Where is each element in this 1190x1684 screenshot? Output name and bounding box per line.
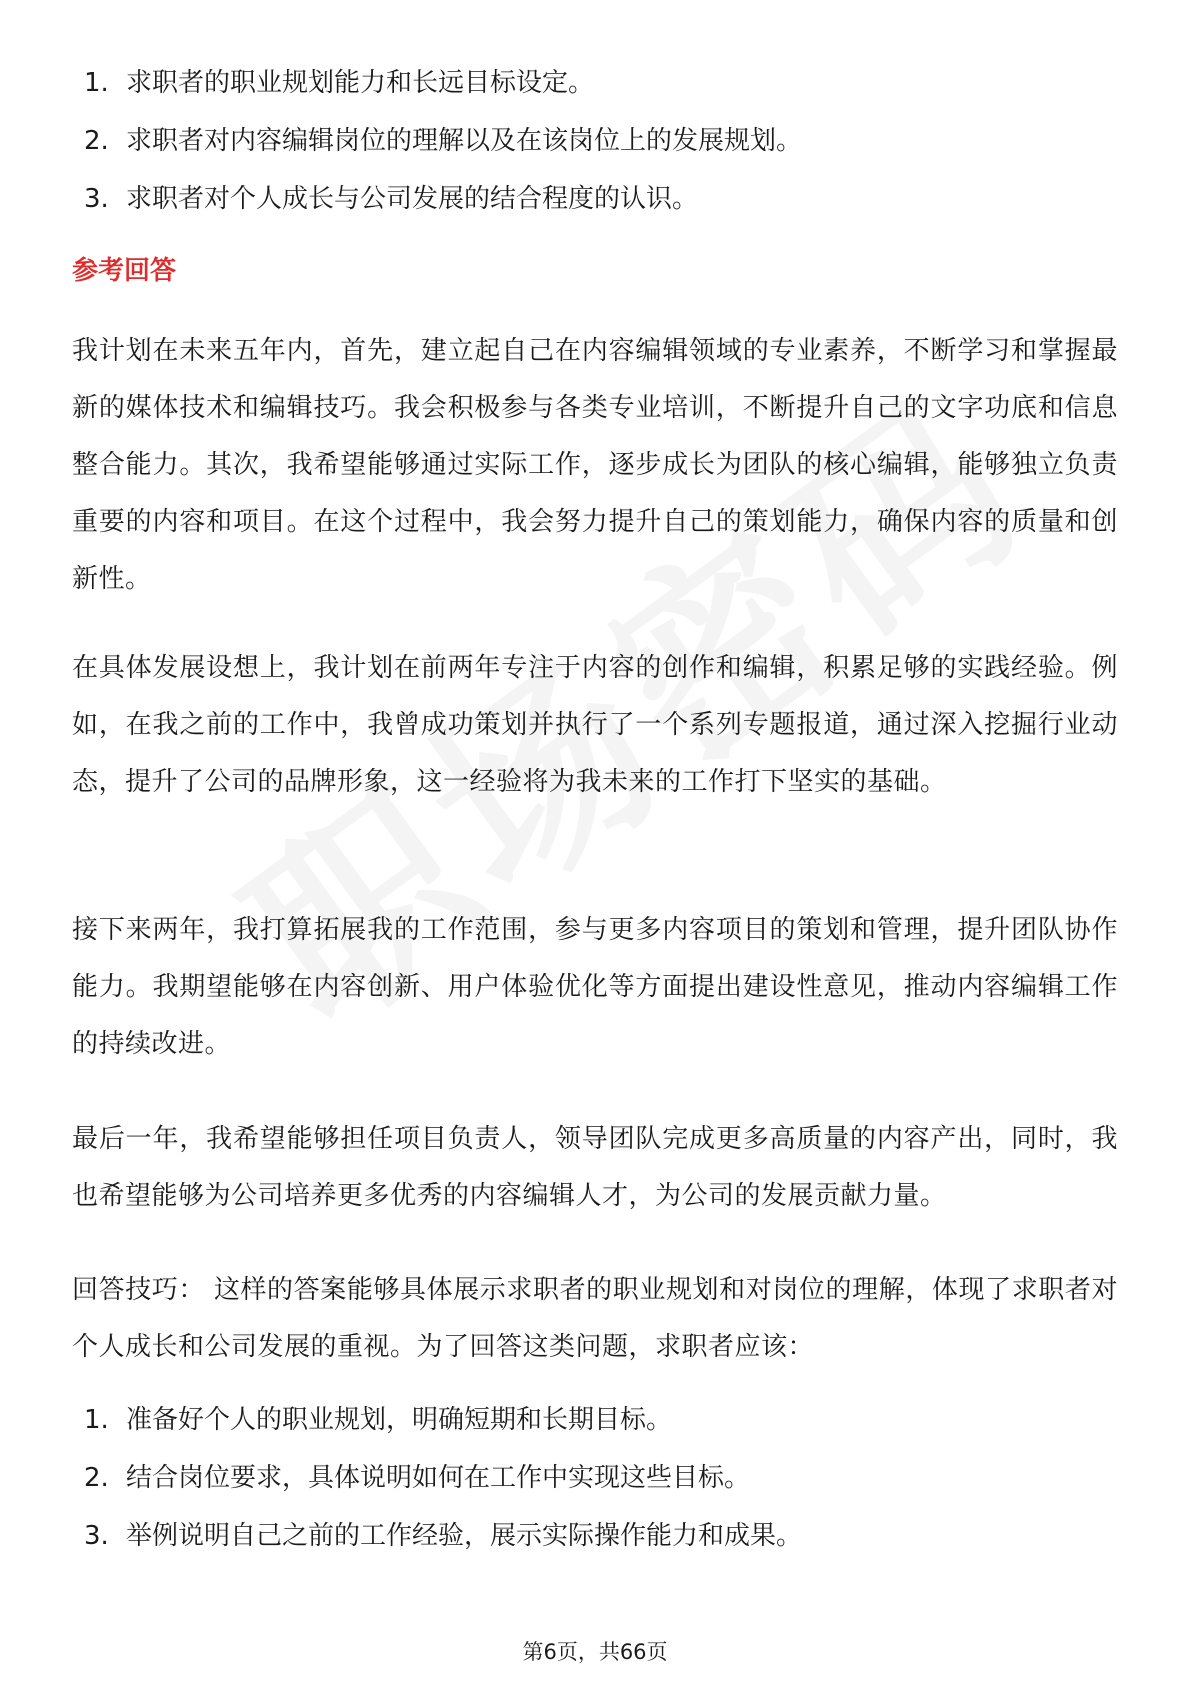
list-item [84, 126, 802, 156]
tips-list [84, 1405, 802, 1579]
list-item [84, 1463, 802, 1493]
paragraph: 接下来两年，我打算拓展我的工作范围，参与更多内容项目的策划和管理，提升团队协作能力。我期望能够在内容创新、用户体验优化等方面提出建设性意见，推动内容编辑工作的持续改进。 [72, 915, 1118, 1059]
list-number: 3. [84, 184, 109, 214]
list-number: 2. [84, 126, 109, 156]
list-number: 1. [84, 68, 109, 98]
criteria-list [84, 68, 802, 242]
list-number: 2. [84, 1463, 109, 1493]
answer-tips-paragraph: 回答技巧： 这样的答案能够具体展示求职者的职业规划和对岗位的理解，体现了求职者对个人成长和公司发展的重视。为了回答这类问题，求职者应该： [72, 1275, 1118, 1362]
list-text: 准备好个人的职业规划，明确短期和长期目标。 [126, 1405, 673, 1435]
list-number: 1. [84, 1405, 109, 1435]
paragraph: 在具体发展设想上，我计划在前两年专注于内容的创作和编辑，积累足够的实践经验。例如，在我之前的工作中，我曾成功策划并执行了一个系列专题报道，通过深入挖掘行业动态，提升了公司的品牌形象，这一经验将为我未来的工作打下坚实的基础。 [72, 653, 1118, 797]
list-number: 3. [84, 1521, 109, 1551]
list-text: 举例说明自己之前的工作经验，展示实际操作能力和成果。 [126, 1521, 803, 1551]
list-item [84, 1521, 802, 1551]
paragraph: 最后一年，我希望能够担任项目负责人，领导团队完成更多高质量的内容产出，同时，我也希望能够为公司培养更多优秀的内容编辑人才，为公司的发展贡献力量。 [72, 1124, 1118, 1211]
list-text: 结合岗位要求，具体说明如何在工作中实现这些目标。 [126, 1463, 751, 1493]
page-footer: 第6页，共66页 [522, 1640, 668, 1664]
list-text: 求职者对个人成长与公司发展的结合程度的认识。 [126, 184, 699, 214]
paragraph: 我计划在未来五年内，首先，建立起自己在内容编辑领域的专业素养，不断学习和掌握最新的媒体技术和编辑技巧。我会积极参与各类专业培训，不断提升自己的文字功底和信息整合能力。其次，我希望能够通过实际工作，逐步成长为团队的核心编辑，能够独立负责重要的内容和项目。在这个过程中，我会努力提升自己的策划能力，确保内容的质量和创新性。 [72, 336, 1118, 594]
list-item [84, 184, 802, 214]
list-text: 求职者的职业规划能力和长远目标设定。 [126, 68, 595, 98]
list-item [84, 1405, 802, 1435]
list-text: 求职者对内容编辑岗位的理解以及在该岗位上的发展规划。 [126, 126, 803, 156]
section-title: 参考回答 [72, 256, 177, 286]
list-item [84, 68, 802, 98]
